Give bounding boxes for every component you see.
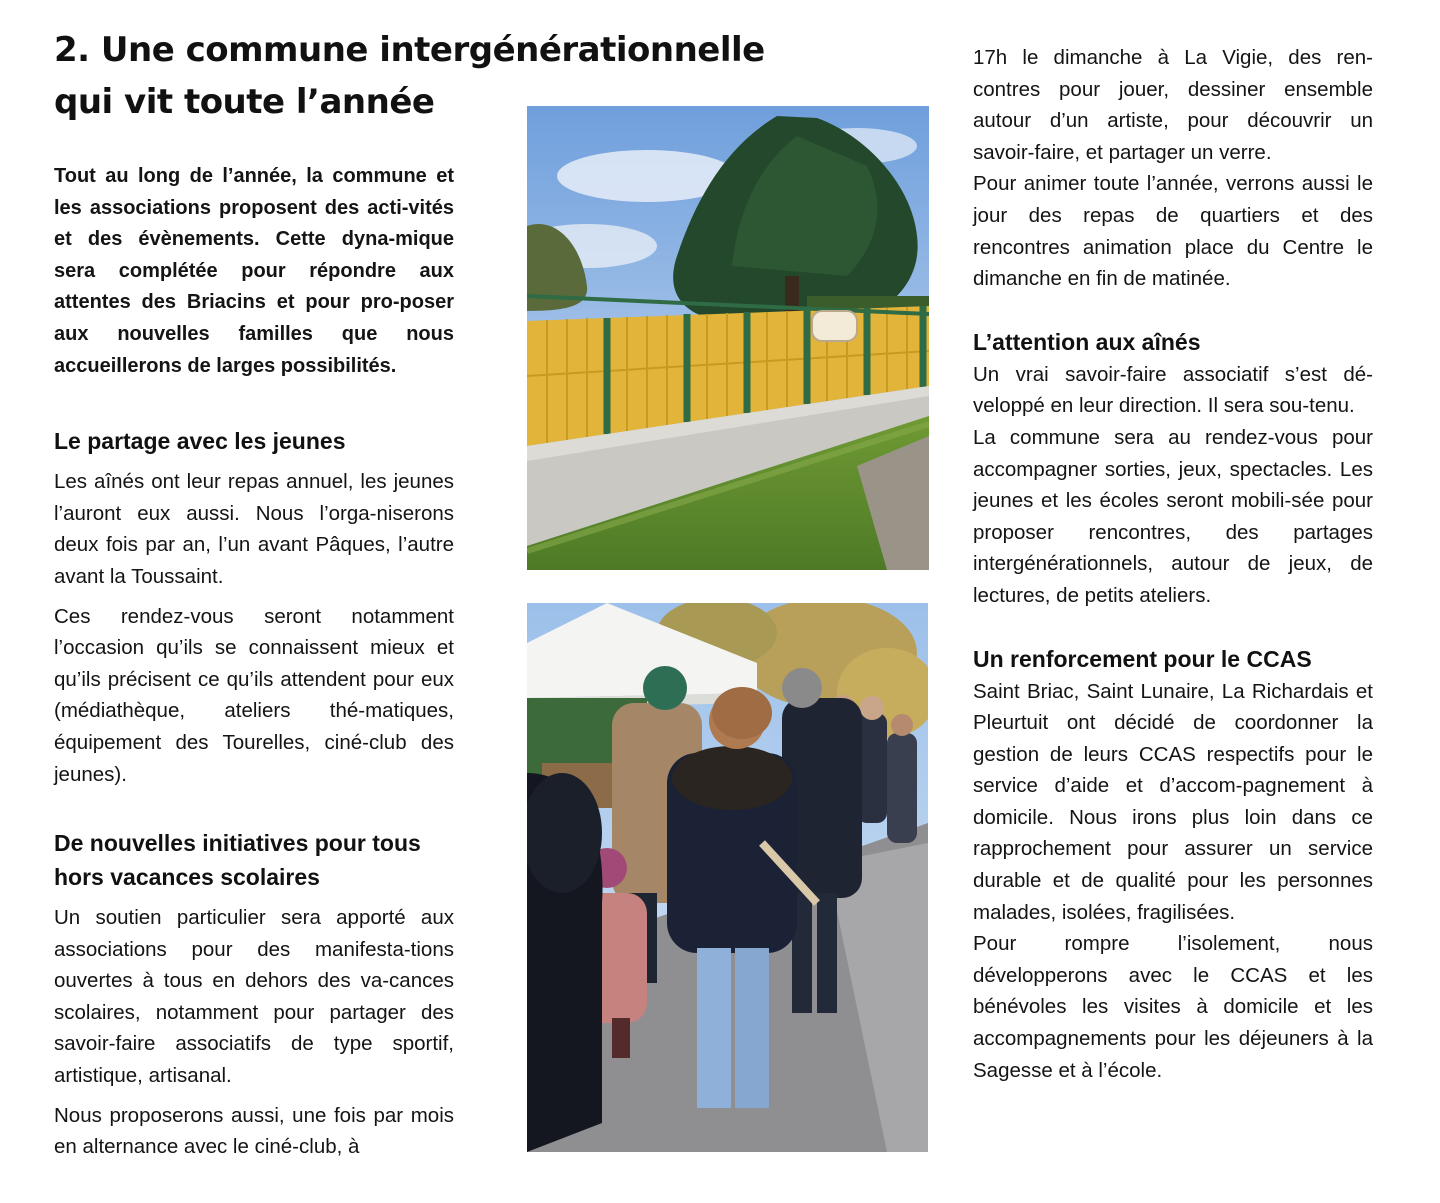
vigie-paragraph: 17h le dimanche à La Vigie, des ren-contres pour jouer, dessiner ensemble autour d’un artiste, pour découvrir un savoir-faire, et partager un verre. — [973, 46, 1373, 164]
initiatives-paragraph-2: Nous proposerons aussi, une fois par mois en alternance avec le ciné-club, à — [54, 1103, 454, 1159]
title-line-1: 2. Une commune intergénérationnelle — [54, 30, 765, 70]
initiatives-heading-line-1: De nouvelles initiatives pour tous — [54, 830, 421, 857]
animation-paragraph: Pour animer toute l’année, verrons aussi le jour des repas de quartiers et des rencontres animation place du Centre le dimanche en fin de matinée. — [973, 172, 1373, 291]
photo-market-queue — [527, 603, 928, 1152]
photo-fence-tree — [527, 106, 929, 570]
section-heading-initiatives — [54, 826, 454, 894]
ccas-paragraph-1: Saint Briac, Saint Lunaire, La Richardais et Pleurtuit ont décidé de coordonner la gestion de leurs CCAS respectifs pour le service d’aide et d’accom-pagnement à domicile. Nous irons plus loin dans ce rapprochement pour assurer un service durable et de qualité pour les personnes malades, isolées, fragilisées. — [973, 679, 1373, 924]
photo-fence-tree-illustration — [527, 106, 929, 570]
ccas-paragraph-2: Pour rompre l’isolement, nous développerons avec le CCAS et les bénévoles les visites à domicile et les accompagnements pour les déjeuners à la Sagesse et à l’école. — [973, 932, 1373, 1082]
title-line-2: qui vit toute l’année — [54, 82, 435, 122]
initiatives-paragraph-1: Un soutien particulier sera apporté aux associations pour des manifesta-tions ouvertes à tous en dehors des va-cances scolaires, notamment pour partager des savoir-faire associatifs de type sportif, artistique, artisanal. — [54, 906, 454, 1088]
initiatives-heading-line-2: hors vacances scolaires — [54, 864, 320, 891]
lead-paragraph: Tout au long de l’année, la commune et les associations proposent des acti-vités et des évènements. Cette dyna-mique sera complétée pour répondre aux attentes des Briacins et pour pro-poser aux nouvelles familles que nous accueillerons de larges possibilités. — [54, 165, 454, 377]
section-heading-aines: L’attention aux aînés — [973, 328, 1201, 355]
photo-market-queue-illustration — [527, 603, 928, 1152]
aines-paragraph-1: Un vrai savoir-faire associatif s’est dé-veloppé en leur direction. Il sera sou-tenu. — [973, 362, 1373, 418]
aines-paragraph-2: La commune sera au rendez-vous pour accompagner sorties, jeux, spectacles. Les jeunes et les écoles seront mobili-sée pour proposer rencontres, des partages intergénérationnels, autour de jeux, de lectures, de petits ateliers. — [973, 425, 1373, 607]
left-column — [54, 161, 454, 1163]
jeunes-paragraph-2: Ces rendez-vous seront notamment l’occasion qu’ils se connaissent mieux et qu’ils précisent ce qu’ils attendent pour eux (médiathèque, ateliers thé-matiques, équipement des Tourelles, ciné-club des jeunes). — [54, 604, 454, 786]
right-column — [973, 42, 1373, 1086]
section-heading-ccas: Un renforcement pour le CCAS — [973, 645, 1312, 672]
jeunes-paragraph-1: Les aînés ont leur repas annuel, les jeunes l’auront eux aussi. Nous l’orga-niserons deux fois par an, l’un avant Pâques, l’autre avant la Toussaint. — [54, 470, 454, 588]
section-heading-jeunes: Le partage avec les jeunes — [54, 428, 346, 455]
